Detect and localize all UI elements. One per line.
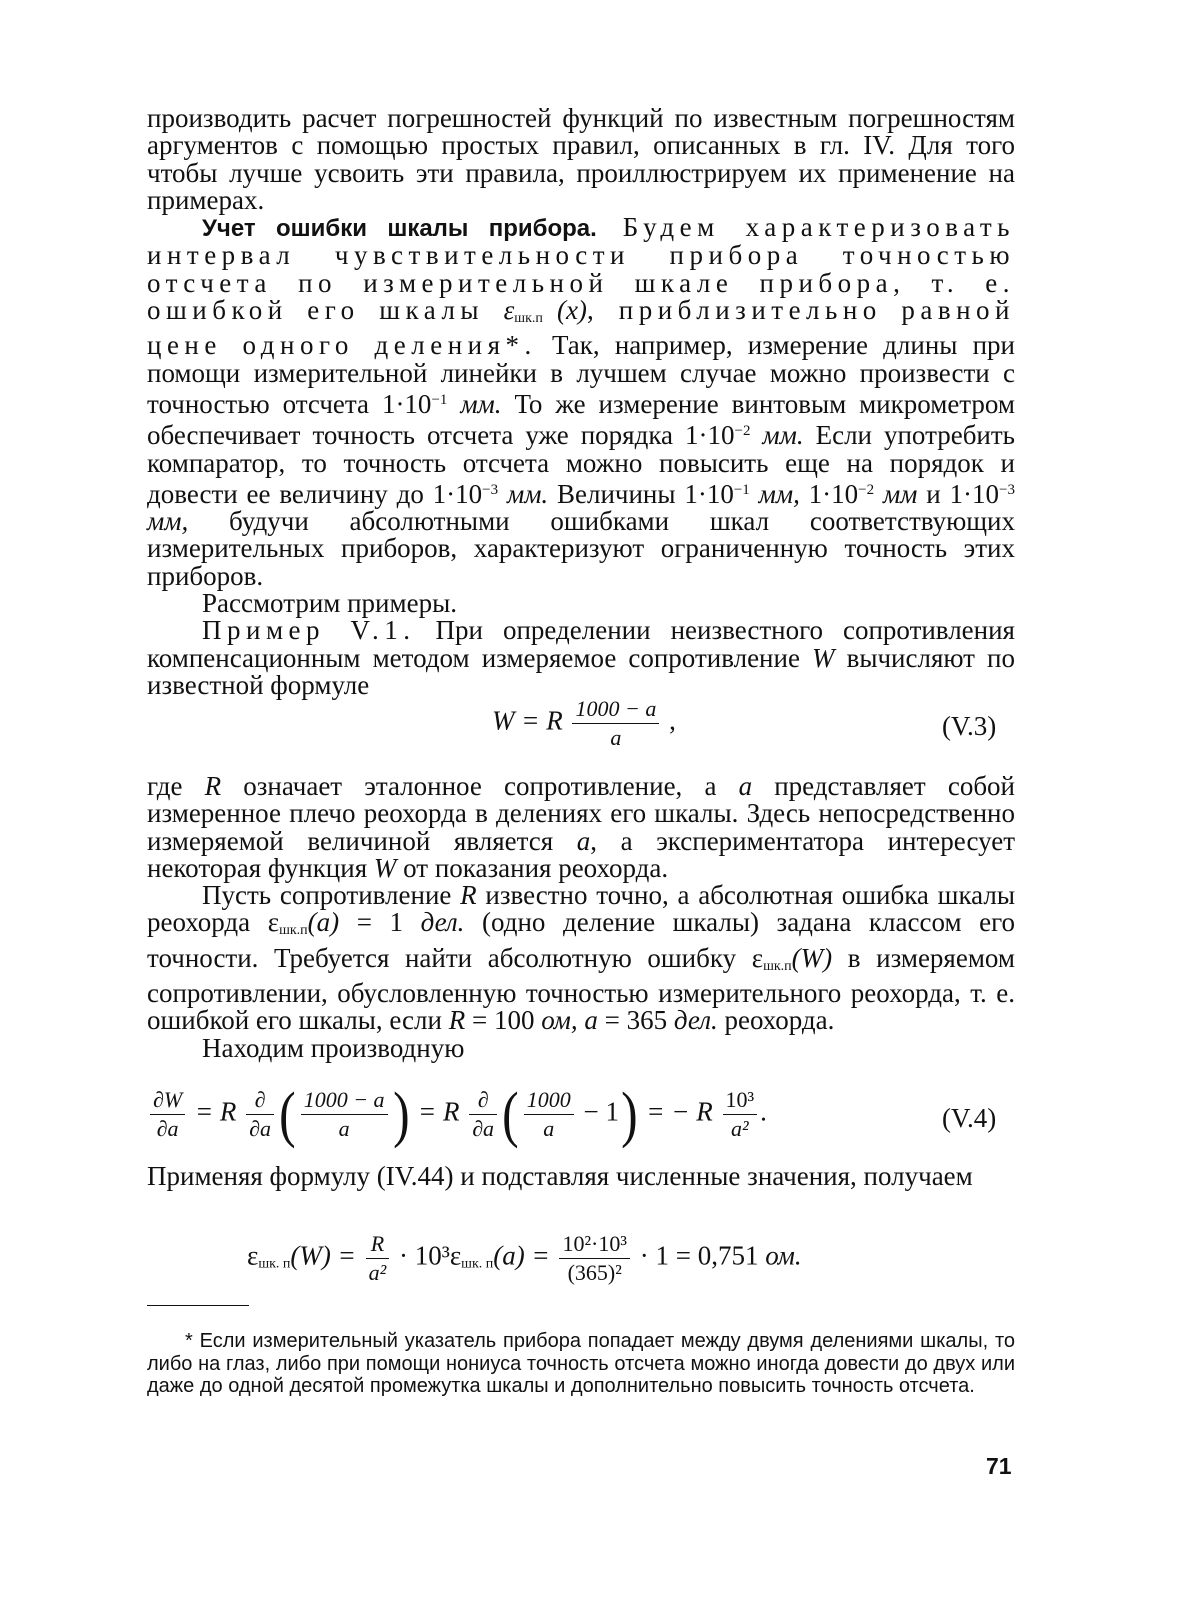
paragraph-where: где R означает эталонное сопротивление, а a представляет собой измеренное плечо реохорда в делениях его шкалы. Здесь непосредственно измеряемой величиной является a, а экспериментатора интересует некоторая функция W от показания реохорда. <box>147 771 1016 883</box>
paragraph-examples: Рассмотрим примеры. <box>202 588 457 619</box>
paragraph-scale-error: Учет ошибки шкалы прибора. Будем характеризовать интервал чувствительности прибора точностью отсчета по измерительной шкале прибора, т. е. ошибкой его шкалы $\varepsilon_{шк.п}$ (x), приблизительно равной цене одного деления*. Так, например, измерение длины при помощи измерительной линейки в лучшем случае можно произвести с точностью отсчета $1\cdot 10^{-1}$ мм. То же измерение винтовым микрометром обеспечивает точность отсчета уже порядка $1\cdot 10^{-2}$ мм. Если употребить компаратор, то точность отсчета можно повысить еще на порядок и довести ее величину до $1\cdot 10^{-3}$ мм. Величины $1\cdot 10^{-1}$ мм, $1\cdot 10^{-2}$ мм и $1\cdot 10^{-3}$ мм, будучи абсолютными ошибками шкал соответствующих измерительных приборов, характеризуют ограниченную точность этих приборов. <box>147 212 1016 591</box>
section-heading: Учет ошибки шкалы прибора. <box>202 215 597 243</box>
equation-label-v4: (V.4) <box>942 1103 997 1133</box>
text-block-1 <box>147 105 1015 699</box>
paragraph-example-v1: Пример V.1. При определении неизвестного сопротивления компенсационным методом измеряемое сопротивление W вычисляют по известной формуле <box>147 615 1015 700</box>
text-block-2 <box>147 773 1015 1062</box>
footnote: * Если измерительный указатель прибора попадает между двумя делениями шкалы, то либо на глаз, либо при помощи нониуса точность отсчета можно иногда довести до двух или даже до одной десятой промежутка шкалы и дополнительно повысить точность отсчета. <box>147 1330 1015 1397</box>
equation-label-v3: (V.3) <box>942 711 997 741</box>
page-number: 71 <box>986 1453 1012 1479</box>
paragraph-applying: Применяя формулу (IV.44) и подставляя численные значения, получаем <box>147 1161 973 1191</box>
fraction: $\frac{1000 - a}{a}$ <box>572 697 659 750</box>
paragraph-let: Пусть сопротивление R известно точно, а абсолютная ошибка шкалы реохорда $\varepsilon_{шк.п}(a) = 1$ дел. (одно деление шкалы) задана классом его точности. Требуется найти абсолютную ошибку $\varepsilon_{шк.п}(W)$ в измеряемом сопротивлении, обусловленную точностью измерительного реохорда, т. е. ошибкой его шкалы, если R = 100 ом, a = 365 дел. реохорда. <box>147 880 1015 1036</box>
paragraph-1: производить расчет погрешностей функций по известным погрешностям аргументов с помощью простых правил, описанных в гл. IV. Для того чтобы лучше усвоить эти правила, проиллюстрируем их применение на примерах. <box>147 103 1015 215</box>
equation-v4: $\frac{\partial W}{\partial a}$ = R $\frac{\partial}{\partial a}$ ( $\frac{1000 - a}{a}$ ) = R $\frac{\partial}{\partial a}$ ( $\frac{1000}{a}$ − 1) = − R $\frac{\text{10³}}{\text{a²}}$ . <box>147 1088 767 1141</box>
equation-result: $\varepsilon_{шк. п}(W)$ = $\frac{R}{\text{a²}}$ · $10^3\varepsilon_{шк. п}(a)$ = $\frac{\text{10²·10³}}{\text{(365)²}}$ · 1 = 0,751 ом. <box>247 1231 802 1285</box>
equation-v3: W = R $\frac{1000 - a}{a}$ , <box>492 696 676 750</box>
footnote-divider <box>147 1305 249 1306</box>
paragraph-derivative: Находим производную <box>202 1032 465 1063</box>
text-block-3 <box>147 1163 1015 1190</box>
